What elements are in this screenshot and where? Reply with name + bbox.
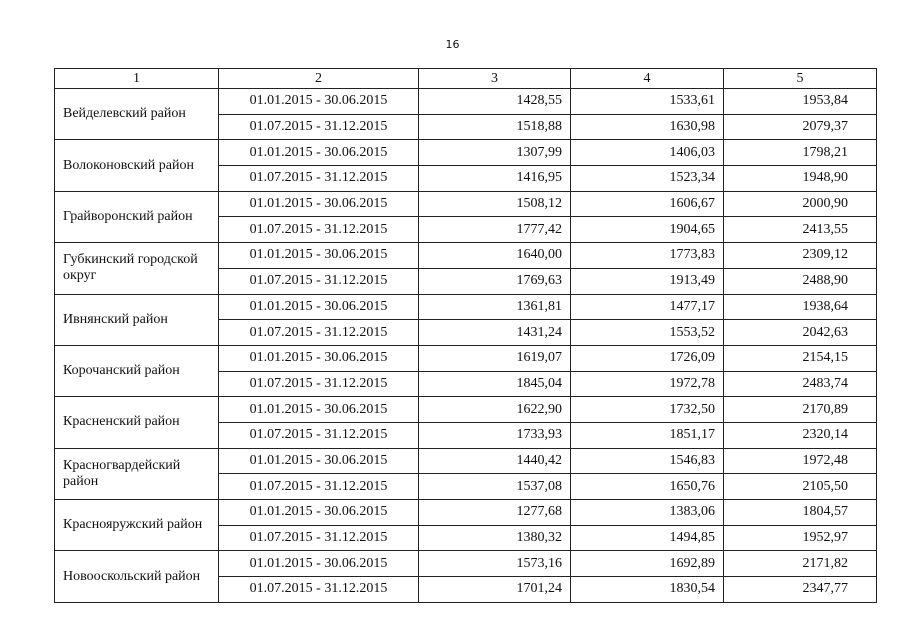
value-col4-cell: 1830,54 xyxy=(571,577,724,603)
table-row xyxy=(55,294,877,320)
value-col4-cell: 1406,03 xyxy=(571,140,724,166)
value-col3-cell: 1277,68 xyxy=(419,500,571,526)
period-cell: 01.07.2015 - 31.12.2015 xyxy=(219,371,419,397)
value-col5-cell: 1938,64 xyxy=(724,294,877,320)
value-col3-cell: 1361,81 xyxy=(419,294,571,320)
value-col5-cell: 2347,77 xyxy=(724,577,877,603)
value-col4-cell: 1606,67 xyxy=(571,191,724,217)
table-row xyxy=(55,448,877,474)
value-col4-cell: 1533,61 xyxy=(571,89,724,115)
value-col4-cell: 1494,85 xyxy=(571,525,724,551)
period-cell: 01.07.2015 - 31.12.2015 xyxy=(219,577,419,603)
value-col3-cell: 1380,32 xyxy=(419,525,571,551)
value-col5-cell: 1952,97 xyxy=(724,525,877,551)
value-col5-cell: 2154,15 xyxy=(724,345,877,371)
value-col4-cell: 1904,65 xyxy=(571,217,724,243)
period-cell: 01.07.2015 - 31.12.2015 xyxy=(219,114,419,140)
value-col5-cell: 2171,82 xyxy=(724,551,877,577)
value-col5-cell: 1948,90 xyxy=(724,166,877,192)
value-col5-cell: 2170,89 xyxy=(724,397,877,423)
value-col4-cell: 1553,52 xyxy=(571,320,724,346)
value-col3-cell: 1640,00 xyxy=(419,243,571,269)
period-cell: 01.01.2015 - 30.06.2015 xyxy=(219,191,419,217)
value-col4-cell: 1972,78 xyxy=(571,371,724,397)
column-header: 5 xyxy=(724,69,877,89)
value-col3-cell: 1619,07 xyxy=(419,345,571,371)
period-cell: 01.07.2015 - 31.12.2015 xyxy=(219,217,419,243)
period-cell: 01.01.2015 - 30.06.2015 xyxy=(219,397,419,423)
value-col4-cell: 1692,89 xyxy=(571,551,724,577)
value-col3-cell: 1428,55 xyxy=(419,89,571,115)
value-col3-cell: 1622,90 xyxy=(419,397,571,423)
value-col3-cell: 1307,99 xyxy=(419,140,571,166)
page-number: 16 xyxy=(445,38,460,51)
value-col5-cell: 2105,50 xyxy=(724,474,877,500)
period-cell: 01.07.2015 - 31.12.2015 xyxy=(219,525,419,551)
district-name: Губкинский городской округ xyxy=(55,243,219,294)
value-col3-cell: 1431,24 xyxy=(419,320,571,346)
value-col4-cell: 1851,17 xyxy=(571,422,724,448)
period-cell: 01.01.2015 - 30.06.2015 xyxy=(219,345,419,371)
period-cell: 01.01.2015 - 30.06.2015 xyxy=(219,551,419,577)
value-col5-cell: 2000,90 xyxy=(724,191,877,217)
period-cell: 01.07.2015 - 31.12.2015 xyxy=(219,166,419,192)
value-col4-cell: 1773,83 xyxy=(571,243,724,269)
value-col5-cell: 2079,37 xyxy=(724,114,877,140)
district-name: Волоконовский район xyxy=(55,140,219,191)
table-row xyxy=(55,191,877,217)
district-name: Красногвардейский район xyxy=(55,448,219,499)
value-col5-cell: 2309,12 xyxy=(724,243,877,269)
period-cell: 01.07.2015 - 31.12.2015 xyxy=(219,474,419,500)
value-col3-cell: 1518,88 xyxy=(419,114,571,140)
value-col4-cell: 1383,06 xyxy=(571,500,724,526)
column-header: 4 xyxy=(571,69,724,89)
period-cell: 01.01.2015 - 30.06.2015 xyxy=(219,140,419,166)
table-row xyxy=(55,500,877,526)
period-cell: 01.01.2015 - 30.06.2015 xyxy=(219,448,419,474)
district-name: Ивнянский район xyxy=(55,294,219,345)
value-col3-cell: 1845,04 xyxy=(419,371,571,397)
value-col4-cell: 1650,76 xyxy=(571,474,724,500)
value-col5-cell: 1804,57 xyxy=(724,500,877,526)
period-cell: 01.01.2015 - 30.06.2015 xyxy=(219,294,419,320)
period-cell: 01.01.2015 - 30.06.2015 xyxy=(219,89,419,115)
table-row xyxy=(55,243,877,269)
district-name: Вейделевский район xyxy=(55,89,219,140)
column-header: 2 xyxy=(219,69,419,89)
value-col5-cell: 2042,63 xyxy=(724,320,877,346)
value-col4-cell: 1546,83 xyxy=(571,448,724,474)
value-col3-cell: 1769,63 xyxy=(419,268,571,294)
value-col4-cell: 1913,49 xyxy=(571,268,724,294)
value-col3-cell: 1733,93 xyxy=(419,422,571,448)
value-col5-cell: 2320,14 xyxy=(724,422,877,448)
value-col3-cell: 1701,24 xyxy=(419,577,571,603)
value-col5-cell: 2413,55 xyxy=(724,217,877,243)
district-name: Корочанский район xyxy=(55,345,219,396)
table-row xyxy=(55,140,877,166)
tariff-table xyxy=(54,68,877,603)
district-name: Краснояружский район xyxy=(55,500,219,551)
period-cell: 01.07.2015 - 31.12.2015 xyxy=(219,320,419,346)
table-row xyxy=(55,397,877,423)
value-col5-cell: 1953,84 xyxy=(724,89,877,115)
district-name: Красненский район xyxy=(55,397,219,448)
value-col5-cell: 1972,48 xyxy=(724,448,877,474)
value-col3-cell: 1416,95 xyxy=(419,166,571,192)
table-header-row xyxy=(55,69,877,89)
value-col4-cell: 1732,50 xyxy=(571,397,724,423)
table-row xyxy=(55,551,877,577)
value-col3-cell: 1777,42 xyxy=(419,217,571,243)
district-name: Новооскольский район xyxy=(55,551,219,602)
column-header: 3 xyxy=(419,69,571,89)
period-cell: 01.07.2015 - 31.12.2015 xyxy=(219,268,419,294)
period-cell: 01.01.2015 - 30.06.2015 xyxy=(219,243,419,269)
value-col3-cell: 1537,08 xyxy=(419,474,571,500)
period-cell: 01.01.2015 - 30.06.2015 xyxy=(219,500,419,526)
value-col4-cell: 1477,17 xyxy=(571,294,724,320)
value-col3-cell: 1573,16 xyxy=(419,551,571,577)
district-name: Грайворонский район xyxy=(55,191,219,242)
value-col5-cell: 1798,21 xyxy=(724,140,877,166)
value-col3-cell: 1440,42 xyxy=(419,448,571,474)
value-col5-cell: 2483,74 xyxy=(724,371,877,397)
period-cell: 01.07.2015 - 31.12.2015 xyxy=(219,422,419,448)
value-col3-cell: 1508,12 xyxy=(419,191,571,217)
column-header: 1 xyxy=(55,69,219,89)
value-col4-cell: 1523,34 xyxy=(571,166,724,192)
table-row xyxy=(55,89,877,115)
value-col5-cell: 2488,90 xyxy=(724,268,877,294)
table-row xyxy=(55,345,877,371)
value-col4-cell: 1630,98 xyxy=(571,114,724,140)
value-col4-cell: 1726,09 xyxy=(571,345,724,371)
